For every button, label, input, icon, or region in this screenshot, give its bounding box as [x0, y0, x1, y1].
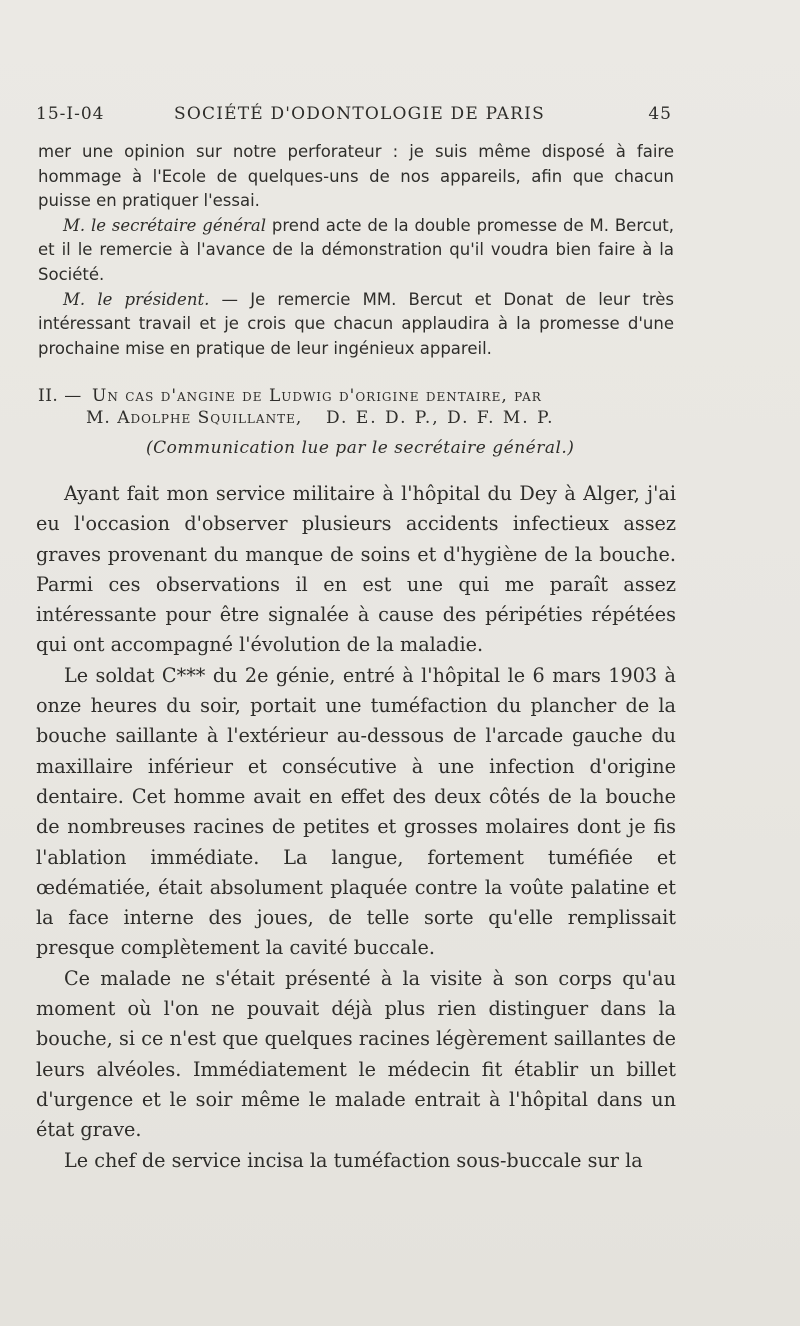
minutes-text: — Je remercie MM. Bercut et Donat de leur très intéressant travail et je crois que chacun applaudira à la promesse d'une prochaine mise en pratique de leur ingénieux appareil.: [38, 289, 674, 358]
article-author: M. Adolphe Squillante,: [86, 408, 303, 428]
page-number: 45: [648, 104, 672, 124]
speaker-name: M. le secrétaire général: [63, 215, 267, 235]
author-credentials: D. E. D. P., D. F. M. P.: [326, 408, 555, 428]
header-date: 15-I-04: [36, 104, 105, 124]
meeting-minutes: [38, 140, 674, 361]
minutes-paragraph: [38, 288, 674, 362]
speaker-name: M. le président.: [63, 289, 210, 309]
body-paragraph: Ayant fait mon service militaire à l'hôpital du Dey à Alger, j'ai eu l'occasion d'observer plusieurs accidents infectieux assez graves provenant du manque de soins et d'hygiène de la bouche. Parmi ces observations il en est une qui me paraît assez intéressante pour être signalée à cause des péripéties répétées qui ont accompagné l'évolution de la maladie.: [36, 482, 676, 657]
minutes-paragraph: [38, 214, 674, 288]
body-paragraph: Le chef de service incisa la tuméfaction sous-buccale sur la: [64, 1148, 643, 1172]
minutes-paragraph: mer une opinion sur notre perforateur : je suis même disposé à faire hommage à l'Ecole de quelques-uns de nos appareils, afin que chacun puisse en pratiquer l'essai.: [38, 142, 674, 211]
article-heading: [38, 384, 674, 474]
body-paragraph: Le soldat C*** du 2e génie, entré à l'hôpital le 6 mars 1903 à onze heures du soir, portait une tuméfaction du plancher de la bouche saillante à l'extérieur au-dessous de l'arcade gauche du maxillaire inférieur et consécutive à une infection d'origine dentaire. Cet homme avait en effet des deux côtés de la bouche de nombreuses racines de petites et grosses molaires dont je fis l'ablation immédiate. La langue, fortement tuméfiée et œdématiée, était absolument plaquée contre la voûte palatine et la face interne des joues, de telle sorte qu'elle remplissait presque complètement la cavité buccale.: [36, 663, 676, 960]
header-journal-title: SOCIÉTÉ D'ODONTOLOGIE DE PARIS: [174, 104, 545, 124]
body-paragraph: Ce malade ne s'était présenté à la visite à son corps qu'au moment où l'on ne pouvait déjà plus rien distinguer dans la bouche, si ce n'est que quelques racines légèrement saillantes de leurs alvéoles. Immédiatement le médecin fit établir un billet d'urgence et le soir même le malade entrait à l'hôpital dans un état grave.: [36, 966, 676, 1142]
article-note: (Communication lue par le secrétaire général.): [146, 438, 575, 458]
minutes-text: prend acte de la double promesse de M. Bercut, et il le remercie à l'avance de la démonstration qu'il voudra bien faire à la Société.: [38, 215, 674, 284]
article-body: [36, 479, 676, 1176]
running-header: [36, 104, 672, 132]
article-title: Un cas d'angine de Ludwig d'origine dentaire, par: [92, 386, 542, 406]
article-number: II. —: [38, 386, 82, 406]
